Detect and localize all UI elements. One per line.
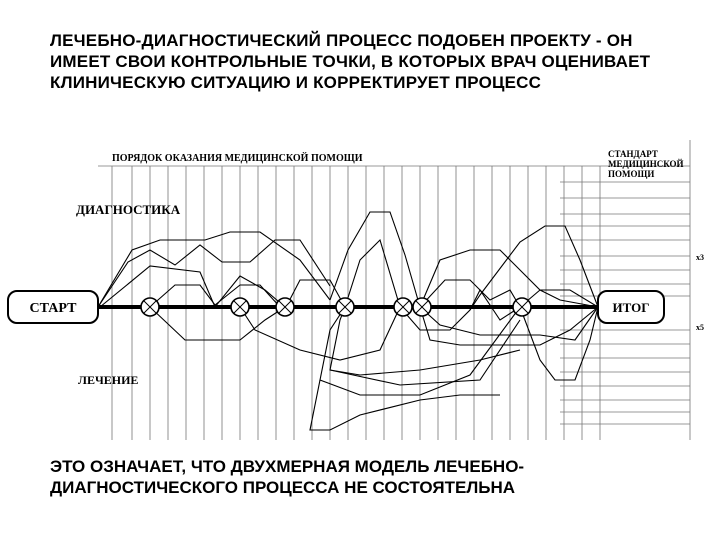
pathway-line <box>330 212 420 307</box>
footer-line-2: ДИАГНОСТИЧЕСКОГО ПРОЦЕССА НЕ СОСТОЯТЕЛЬНА <box>50 478 516 497</box>
treatment-label: ЛЕЧЕНИЕ <box>78 373 139 387</box>
pathway-line <box>150 307 285 340</box>
order-label: ПОРЯДОК ОКАЗАНИЯ МЕДИЦИНСКОЙ ПОМОЩИ <box>112 153 363 164</box>
pathway-line <box>420 280 520 307</box>
standard-label-line-2: МЕДИЦИНСКОЙ <box>608 159 684 169</box>
checkpoint-icon <box>394 298 412 316</box>
slide-footer <box>50 456 670 498</box>
diagnostics-label: ДИАГНОСТИКА <box>76 202 181 217</box>
marker-x5: х5 <box>696 323 704 332</box>
pathway-line <box>520 307 598 380</box>
pathway-line <box>240 307 400 360</box>
checkpoint-icon <box>231 298 249 316</box>
pathway-line <box>150 285 280 307</box>
pathway-line <box>345 240 400 307</box>
marker-x3: х3 <box>696 253 704 262</box>
checkpoint-icon <box>276 298 294 316</box>
pathway-line <box>420 250 598 307</box>
standard-label-line-3: ПОМОЩИ <box>608 169 655 179</box>
heading-line-2: ИМЕЕТ СВОИ КОНТРОЛЬНЫЕ ТОЧКИ, В КОТОРЫХ ВРАЧ ОЦЕНИВАЕТ <box>50 52 651 71</box>
pathway-line <box>470 226 598 310</box>
heading-line-1: ЛЕЧЕБНО-ДИАГНОСТИЧЕСКИЙ ПРОЦЕСС ПОДОБЕН ПРОЕКТУ - ОН <box>50 31 633 50</box>
heading-line-3: КЛИНИЧЕСКУЮ СИТУАЦИЮ И КОРРЕКТИРУЕТ ПРОЦЕСС <box>50 73 542 92</box>
checkpoint-icon <box>413 298 431 316</box>
pathway-line <box>98 232 330 307</box>
footer-line-1: ЭТО ОЗНАЧАЕТ, ЧТО ДВУХМЕРНАЯ МОДЕЛЬ ЛЕЧЕБНО- <box>50 457 525 476</box>
checkpoint-icon <box>513 298 531 316</box>
standard-label-line-1: СТАНДАРТ <box>608 149 658 159</box>
checkpoint-icon <box>141 298 159 316</box>
pathway-line <box>100 266 285 307</box>
result-label: ИТОГ <box>612 300 650 315</box>
start-label: СТАРТ <box>29 301 77 316</box>
pathway-line <box>420 307 598 340</box>
checkpoint-icon <box>336 298 354 316</box>
